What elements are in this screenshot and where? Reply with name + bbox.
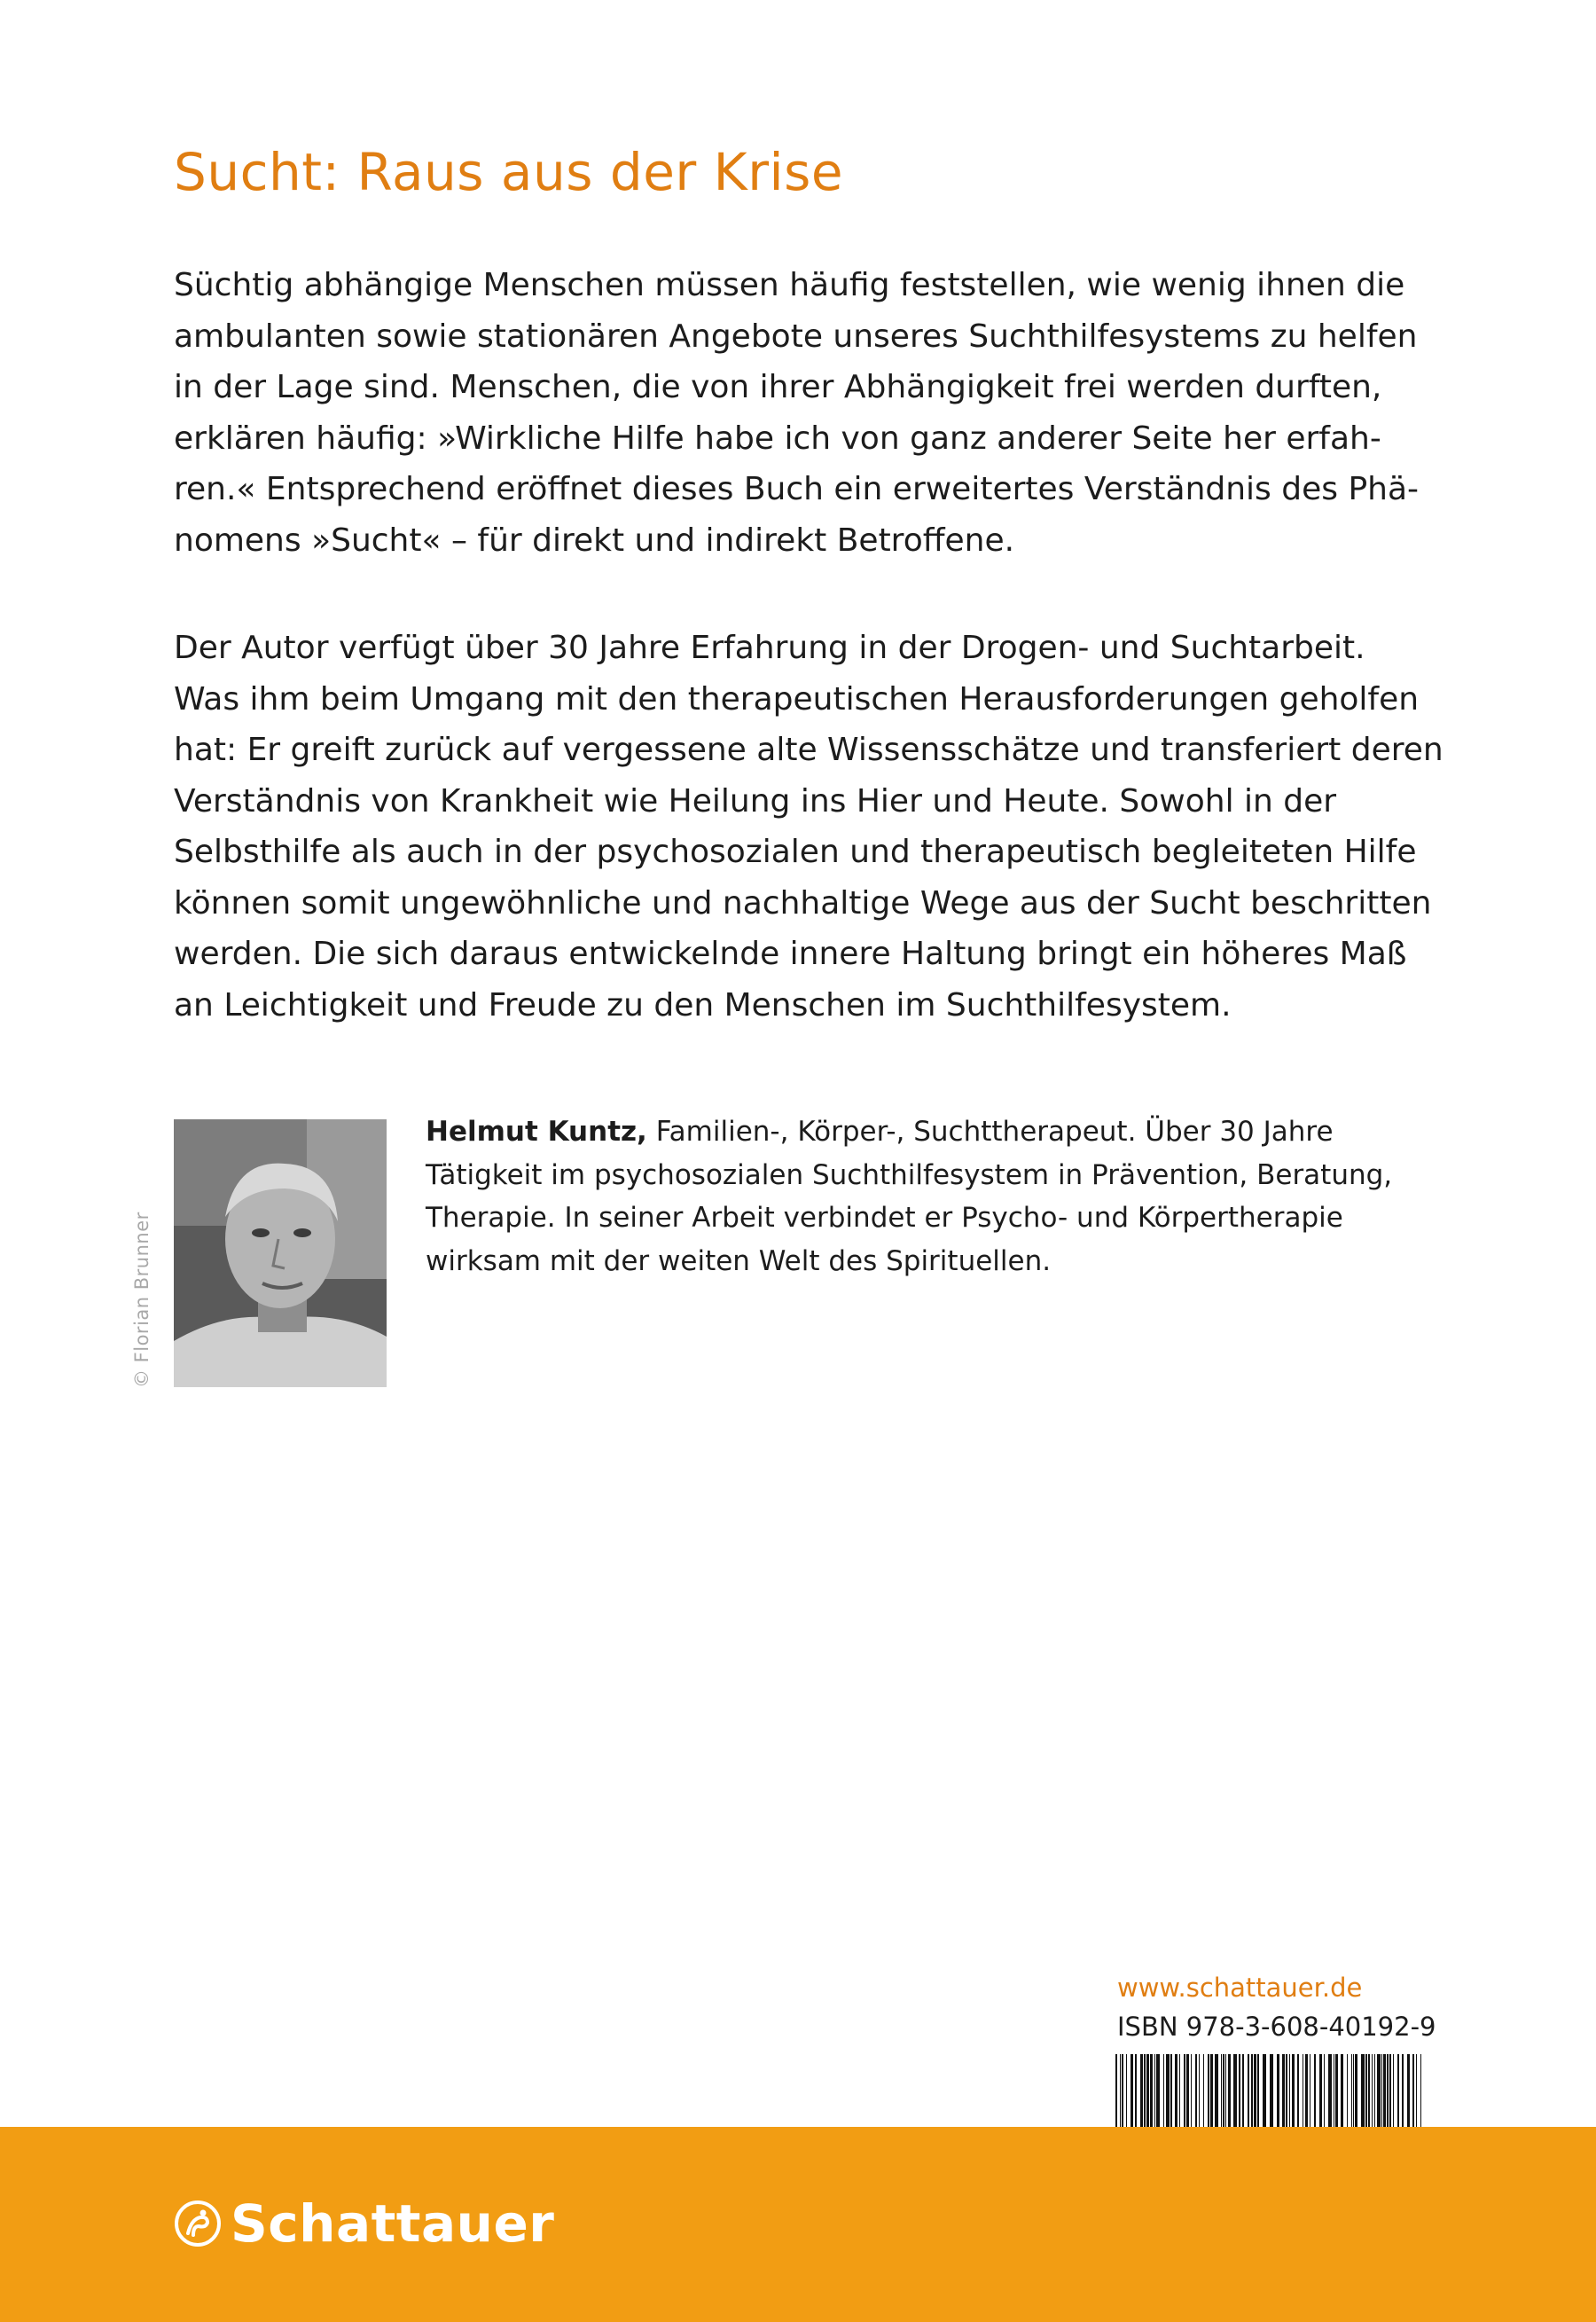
barcode-bar bbox=[1210, 2054, 1213, 2127]
bio-line: Therapie. In seiner Arbeit verbindet er Psycho- und Körpertherapie bbox=[426, 1202, 1343, 1234]
barcode-bar bbox=[1381, 2054, 1382, 2127]
barcode-bar bbox=[1239, 2054, 1240, 2127]
blurb-line: an Leichtigkeit und Freude zu den Menschen im Suchthilfesystem. bbox=[174, 986, 1232, 1024]
publisher-logo bbox=[174, 2193, 554, 2255]
blurb-line: können somit ungewöhnliche und nachhaltige Wege aus der Sucht beschritten bbox=[174, 884, 1432, 922]
barcode-bar bbox=[1355, 2054, 1357, 2127]
barcode-bar bbox=[1135, 2054, 1137, 2127]
blurb-line: Selbsthilfe als auch in der psychosozialen und therapeutisch begleiteten Hilfe bbox=[174, 834, 1417, 870]
barcode-bar bbox=[1387, 2054, 1389, 2127]
barcode-bar bbox=[1297, 2054, 1299, 2127]
barcode-bar bbox=[1282, 2054, 1285, 2127]
barcode-bar bbox=[1126, 2054, 1127, 2127]
barcode-bar bbox=[1263, 2054, 1266, 2127]
barcode-bar bbox=[1377, 2054, 1381, 2127]
barcode-bar bbox=[1140, 2054, 1143, 2127]
author-portrait-icon bbox=[174, 1119, 387, 1387]
barcode-bar bbox=[1324, 2054, 1325, 2127]
barcode-bar bbox=[1122, 2054, 1123, 2127]
barcode-bar bbox=[1208, 2054, 1209, 2127]
barcode-bar bbox=[1407, 2054, 1410, 2127]
isbn-number: ISBN 978-3-608-40192-9 bbox=[1117, 2012, 1436, 2042]
barcode-bar bbox=[1257, 2054, 1259, 2127]
barcode-bar bbox=[1335, 2054, 1338, 2127]
barcode-bar bbox=[1289, 2054, 1290, 2127]
barcode-bar bbox=[1130, 2054, 1133, 2127]
bio-text: Familien-, Körper-, Suchttherapeut. Über 30 Jahre bbox=[646, 1116, 1334, 1148]
barcode-bar bbox=[1223, 2054, 1224, 2127]
barcode-bar bbox=[1314, 2054, 1316, 2127]
barcode-bar bbox=[1146, 2054, 1149, 2127]
barcode-bar bbox=[1383, 2054, 1386, 2127]
barcode-bar bbox=[1225, 2054, 1226, 2127]
blurb-paragraph-2 bbox=[174, 623, 1451, 1031]
publisher-name: Schattauer bbox=[231, 2193, 555, 2254]
barcode-bar bbox=[1305, 2054, 1308, 2127]
schattauer-logo-icon bbox=[174, 2200, 222, 2247]
barcode-bar bbox=[1372, 2054, 1373, 2127]
barcode-bar bbox=[1270, 2054, 1273, 2127]
blurb-line: erklären häufig: »Wirkliche Hilfe habe ich von ganz anderer Seite her erfah- bbox=[174, 420, 1381, 457]
photo-credit: © Florian Brunner bbox=[131, 1212, 153, 1388]
blurb-line: ren.« Entsprechend eröffnet dieses Buch ein erweitertes Verständnis des Phä- bbox=[174, 471, 1420, 507]
book-title: Sucht: Raus aus der Krise bbox=[174, 142, 844, 202]
barcode-bar bbox=[1186, 2054, 1189, 2127]
barcode-bar bbox=[1328, 2054, 1332, 2127]
publisher-website-link[interactable]: www.schattauer.de bbox=[1117, 1973, 1363, 2003]
blurb-line: in der Lage sind. Menschen, die von ihrer Abhängigkeit frei werden durften, bbox=[174, 369, 1382, 405]
barcode-bar bbox=[1416, 2054, 1417, 2127]
barcode-bar bbox=[1397, 2054, 1399, 2127]
publisher-footer-band bbox=[0, 2127, 1596, 2322]
barcode-bar bbox=[1179, 2054, 1180, 2127]
barcode-bar bbox=[1166, 2054, 1170, 2127]
barcode-bar bbox=[1228, 2054, 1231, 2127]
barcode-bar bbox=[1361, 2054, 1365, 2127]
barcode-bar bbox=[1420, 2054, 1421, 2127]
barcode-bar bbox=[1365, 2054, 1367, 2127]
barcode-bar bbox=[1115, 2054, 1117, 2127]
barcode-bar bbox=[1233, 2054, 1237, 2127]
barcode-icon bbox=[1115, 2054, 1422, 2127]
barcode-bar bbox=[1170, 2054, 1172, 2127]
barcode-bar bbox=[1319, 2054, 1322, 2127]
barcode-bar bbox=[1341, 2054, 1343, 2127]
author-name: Helmut Kuntz, bbox=[426, 1116, 647, 1148]
barcode-bar bbox=[1215, 2054, 1218, 2127]
bio-line: Tätigkeit im psychosozialen Suchthilfesystem in Prävention, Beratung, bbox=[426, 1158, 1393, 1191]
barcode-bar bbox=[1195, 2054, 1197, 2127]
author-bio bbox=[426, 1110, 1463, 1283]
barcode-bar bbox=[1120, 2054, 1121, 2127]
author-photo bbox=[174, 1119, 387, 1387]
barcode-bar bbox=[1374, 2054, 1375, 2127]
barcode-bar bbox=[1292, 2054, 1295, 2127]
barcode-bar bbox=[1221, 2054, 1222, 2127]
barcode-bar bbox=[1191, 2054, 1192, 2127]
barcode-bar bbox=[1412, 2054, 1414, 2127]
barcode-bar bbox=[1156, 2054, 1160, 2127]
barcode-bar bbox=[1351, 2054, 1352, 2127]
blurb-line: hat: Er greift zurück auf vergessene alte Wissensschätze und transferiert deren bbox=[174, 732, 1443, 768]
blurb-line: Verständnis von Krankheit wie Heilung ins Hier und Heute. Sowohl in der bbox=[174, 782, 1337, 820]
barcode-bar bbox=[1154, 2054, 1155, 2127]
barcode-bar bbox=[1402, 2054, 1404, 2127]
blurb-line: Was ihm beim Umgang mit den therapeutischen Herausforderungen geholfen bbox=[174, 680, 1420, 718]
bio-first-line bbox=[426, 1110, 1463, 1154]
barcode-bar bbox=[1175, 2054, 1177, 2127]
barcode-bar bbox=[1353, 2054, 1354, 2127]
barcode-bar bbox=[1199, 2054, 1200, 2127]
barcode-bar bbox=[1286, 2054, 1287, 2127]
barcode-bar bbox=[1389, 2054, 1391, 2127]
barcode-bar bbox=[1254, 2054, 1256, 2127]
blurb-line: Süchtig abhängige Menschen müssen häufig feststellen, wie wenig ihnen die bbox=[174, 267, 1405, 303]
barcode-bar bbox=[1203, 2054, 1204, 2127]
blurb-paragraph-1 bbox=[174, 260, 1451, 566]
blurb-line: Der Autor verfügt über 30 Jahre Erfahrung in der Drogen- und Suchtarbeit. bbox=[174, 630, 1365, 666]
barcode-bar bbox=[1368, 2054, 1370, 2127]
barcode-bar bbox=[1144, 2054, 1146, 2127]
barcode-bar bbox=[1150, 2054, 1153, 2127]
bio-line: wirksam mit der weiten Welt des Spirituellen. bbox=[426, 1244, 1052, 1277]
blurb-line: werden. Die sich daraus entwickelnde innere Haltung bringt ein höheres Maß bbox=[174, 936, 1407, 972]
blurb-line: nomens »Sucht« – für direkt und indirekt Betroffene. bbox=[174, 522, 1015, 559]
barcode-bar bbox=[1393, 2054, 1394, 2127]
barcode-bar bbox=[1251, 2054, 1253, 2127]
barcode-bar bbox=[1277, 2054, 1279, 2127]
barcode-bar bbox=[1347, 2054, 1348, 2127]
blurb-line: ambulanten sowie stationären Angebote unseres Suchthilfesystems zu helfen bbox=[174, 318, 1418, 355]
barcode-bar bbox=[1163, 2054, 1164, 2127]
barcode-bar bbox=[1242, 2054, 1244, 2127]
barcode-bar bbox=[1184, 2054, 1185, 2127]
barcode-bar bbox=[1248, 2054, 1249, 2127]
